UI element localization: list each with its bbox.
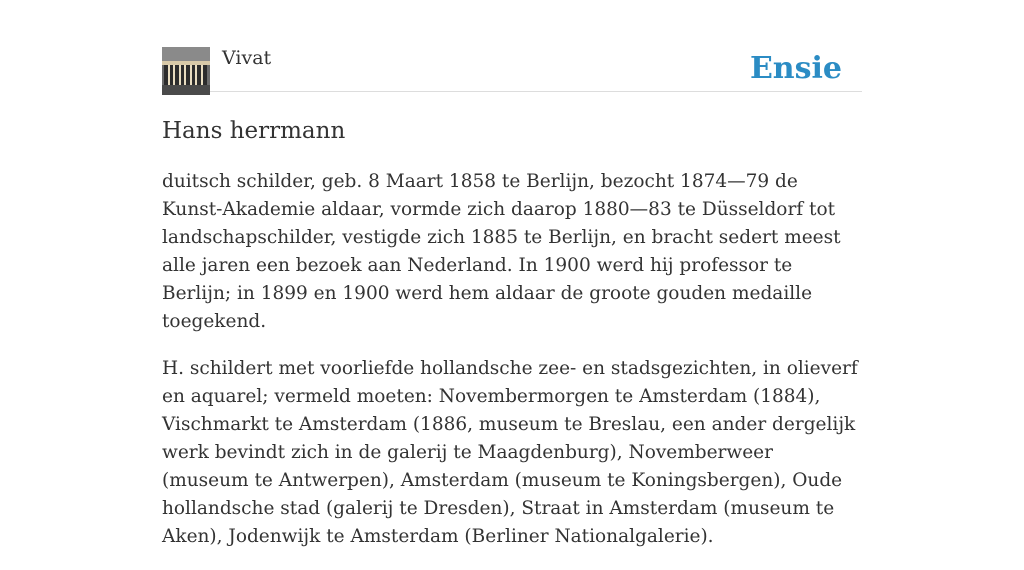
article-paragraph: duitsch schilder, geb. 8 Maart 1858 te Berlijn, bezocht 1874—79 de Kunst-Akademie aldaar, vormde zich daarop 1880—83 te Düsseldorf tot landschapschilder, vestigde zich 1885 te Berlijn, en bracht sedert meest alle jaren een bezoek aan Nederland. In 1900 werd hij professor te Berlijn; in 1899 en 1900 werd hem aldaar de groote gouden medaille toegekend. [162, 171, 841, 332]
article-title: Hans herrmann [162, 118, 346, 144]
header [162, 47, 862, 92]
brand-logo-link[interactable]: Ensie [749, 51, 842, 86]
author-avatar[interactable] [162, 47, 210, 95]
bookshelf-avatar-icon [162, 47, 210, 95]
article-paragraph: H. schildert met voorliefde hollandsche zee- en stadsgezichten, in olieverf en aquarel; vermeld moeten: Novembermorgen te Amsterdam (1884), Vischmarkt te Amsterdam (1886, museum te Breslau, een ander dergelijk werk bevindt zich in de galerij te Maagdenburg), Novemberweer (museum te Antwerpen), Amsterdam (museum te Koningsbergen), Oude hollandsche stad (galerij te Dresden), Straat in Amsterdam (museum te Aken), Jodenwijk te Amsterdam (Berliner Nationalgalerie). [162, 358, 858, 547]
author-link[interactable]: Vivat [222, 47, 272, 69]
article-body [162, 168, 864, 570]
